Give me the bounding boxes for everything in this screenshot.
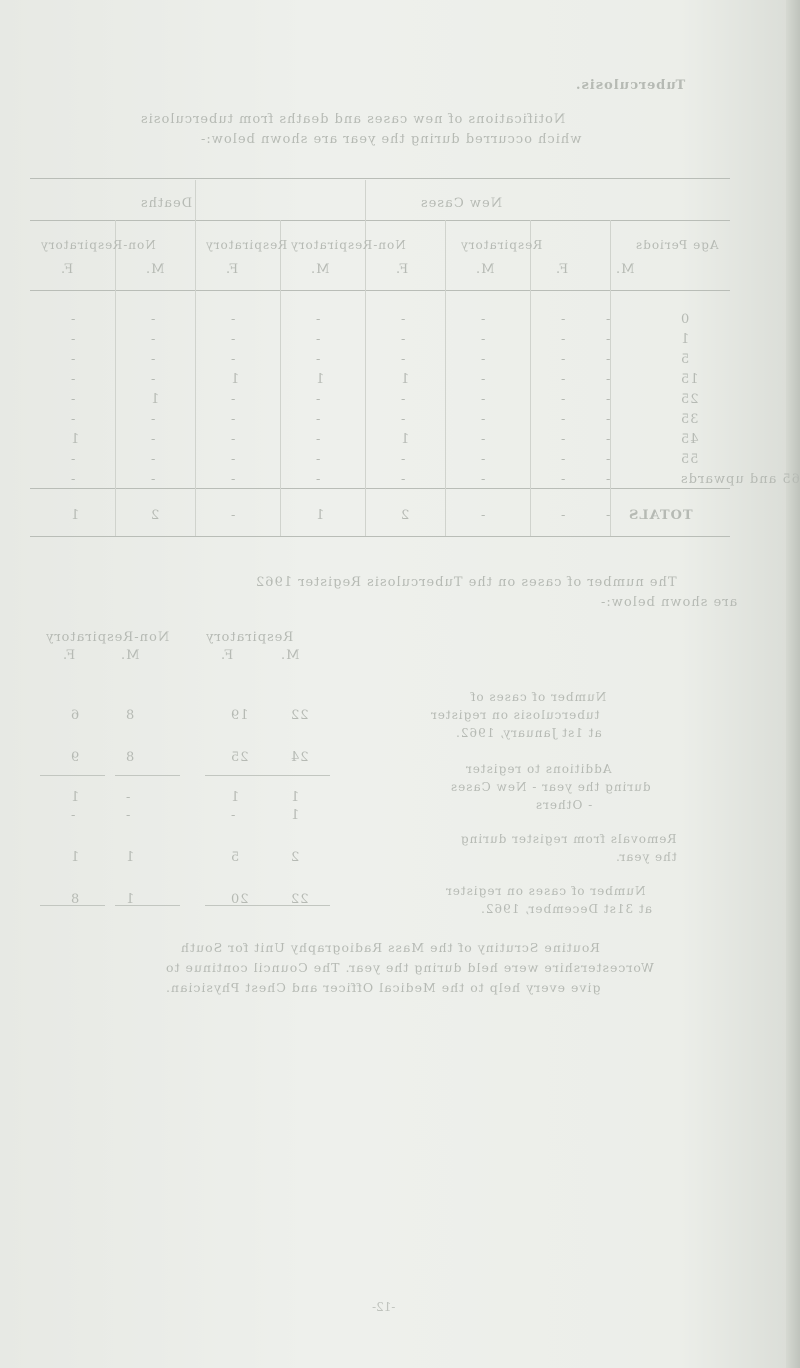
table-cell: - [560, 332, 566, 347]
table-cell: - [150, 472, 156, 487]
header-age: Age Periods [635, 238, 719, 252]
table-cell: - [605, 372, 611, 387]
table-cell: - [70, 412, 76, 427]
final-rule [115, 905, 180, 906]
register-value: 24 [290, 750, 309, 765]
register-label-3b: the year. [615, 850, 677, 864]
table-cell: - [560, 452, 566, 467]
table-cell: - [70, 312, 76, 327]
table-cell: - [400, 312, 406, 327]
col-divider [195, 180, 196, 536]
sub-m: M. [310, 262, 330, 277]
register-sub: F. [62, 648, 76, 663]
closing-line-2: Worcestershire were held during the year. The Council continue to [165, 960, 654, 975]
table-cell: - [230, 392, 236, 407]
table-cell: - [150, 372, 156, 387]
register-value: 1 [125, 892, 135, 907]
register-header-nonresp: Non-Respiratory [45, 630, 170, 645]
table-subheader-rule [30, 290, 730, 291]
totals-cell: 2 [150, 508, 160, 523]
table-cell: - [70, 332, 76, 347]
register-value: 8 [125, 708, 135, 723]
table-cell: - [315, 432, 321, 447]
age-period-label: 15 [680, 372, 699, 387]
register-value: - [70, 808, 76, 823]
sub-f: F. [225, 262, 239, 277]
table-cell: - [230, 352, 236, 367]
table-cell: - [605, 472, 611, 487]
table-cell: - [605, 432, 611, 447]
table-cell: - [480, 452, 486, 467]
table-cell: - [480, 352, 486, 367]
age-period-label: 35 [680, 412, 699, 427]
table-cell: - [480, 412, 486, 427]
register-value: 2 [290, 850, 300, 865]
table-cell: - [400, 452, 406, 467]
col-divider [280, 220, 281, 536]
register-sub: M. [280, 648, 300, 663]
col-divider [530, 220, 531, 536]
closing-line-1: Routine Scrutiny of the Mass Radiography Unit for South [180, 940, 600, 955]
age-period-label: 65 and upwards [680, 472, 800, 487]
sub-f: F. [555, 262, 569, 277]
sub-m: M. [615, 262, 635, 277]
register-value: 9 [70, 750, 80, 765]
table-cell: - [480, 372, 486, 387]
header-deaths: Deaths [140, 196, 193, 211]
register-label-1c: at 1st January, 1962. [455, 726, 602, 740]
col-divider [445, 220, 446, 536]
table-cell: - [400, 472, 406, 487]
register-value: - [125, 790, 131, 805]
register-value: 19 [230, 708, 249, 723]
header-newcases-nonresp: Non-Respiratory [290, 238, 406, 252]
final-rule [205, 905, 270, 906]
register-value: 5 [230, 850, 240, 865]
register-label-2c: - Others [535, 798, 593, 812]
register-line-2: are shown below:- [600, 595, 738, 610]
table-cell: - [560, 312, 566, 327]
totals-cell: - [560, 508, 566, 523]
age-period-label: 25 [680, 392, 699, 407]
table-cell: 1 [315, 372, 325, 387]
register-value: 6 [70, 708, 80, 723]
table-cell: - [150, 452, 156, 467]
register-header-resp: Respiratory [205, 630, 294, 645]
register-label-2b: during the year - New Cases [450, 780, 651, 794]
col-divider [365, 180, 366, 536]
table-cell: - [70, 352, 76, 367]
sum-rule [205, 775, 270, 776]
register-value: 1 [125, 850, 135, 865]
age-period-label: 5 [680, 352, 690, 367]
age-period-label: 45 [680, 432, 699, 447]
table-cell: - [480, 432, 486, 447]
table-cell: - [605, 352, 611, 367]
sum-rule [115, 775, 180, 776]
table-cell: - [560, 432, 566, 447]
register-value: 8 [125, 750, 135, 765]
table-cell: - [150, 432, 156, 447]
closing-line-3: give every help to the Medical Officer and Chest Physician. [165, 980, 601, 995]
table-cell: - [150, 332, 156, 347]
table-cell: 1 [150, 392, 160, 407]
age-period-label: 55 [680, 452, 699, 467]
table-cell: 1 [400, 372, 410, 387]
age-period-label: 1 [680, 332, 690, 347]
table-cell: - [315, 412, 321, 427]
table-cell: - [70, 472, 76, 487]
table-cell: - [480, 332, 486, 347]
totals-label: TOTALS [628, 508, 693, 523]
table-cell: - [315, 312, 321, 327]
table-cell: - [150, 352, 156, 367]
table-cell: - [230, 472, 236, 487]
register-label-4a: Number of cases on register [445, 884, 646, 898]
table-cell: - [605, 312, 611, 327]
table-cell: - [480, 472, 486, 487]
sum-rule [40, 775, 105, 776]
register-value: 1 [70, 850, 80, 865]
totals-cell: - [605, 508, 611, 523]
table-cell: - [605, 452, 611, 467]
col-divider [115, 220, 116, 536]
sub-f: F. [60, 262, 74, 277]
table-cell: - [230, 432, 236, 447]
final-rule [265, 905, 330, 906]
register-value: - [230, 808, 236, 823]
register-label-1a: Number of cases of [470, 690, 607, 704]
table-cell: - [605, 412, 611, 427]
totals-cell: - [230, 508, 236, 523]
sub-m: M. [145, 262, 165, 277]
register-value: 1 [230, 790, 240, 805]
section-title: Tuberculosis. [575, 78, 686, 93]
table-cell: - [400, 352, 406, 367]
table-cell: - [150, 412, 156, 427]
table-cell: - [560, 412, 566, 427]
table-cell: - [70, 392, 76, 407]
table-bottom-rule [30, 536, 730, 537]
header-new-cases: New Cases [420, 196, 503, 211]
register-value: 1 [290, 790, 300, 805]
table-cell: - [315, 352, 321, 367]
table-cell: 1 [230, 372, 240, 387]
table-cell: - [560, 372, 566, 387]
page-number: -12- [372, 1300, 396, 1314]
table-top-rule [30, 178, 730, 179]
table-cell: - [70, 372, 76, 387]
table-cell: - [480, 312, 486, 327]
table-cell: - [605, 392, 611, 407]
register-value: 22 [290, 892, 309, 907]
table-cell: 1 [70, 432, 80, 447]
table-cell: - [70, 452, 76, 467]
table-cell: - [560, 352, 566, 367]
table-header-rule [30, 220, 730, 221]
page-edge [786, 0, 800, 1368]
register-value: 25 [230, 750, 249, 765]
table-cell: - [315, 452, 321, 467]
table-cell: 1 [400, 432, 410, 447]
register-sub: M. [120, 648, 140, 663]
register-label-2a: Additions to register [465, 762, 612, 776]
register-value: 22 [290, 708, 309, 723]
table-cell: - [150, 312, 156, 327]
totals-cell: - [480, 508, 486, 523]
table-cell: - [230, 332, 236, 347]
table-cell: - [480, 392, 486, 407]
totals-cell: 2 [400, 508, 410, 523]
register-label-4b: at 31st December, 1962. [480, 902, 652, 916]
table-cell: - [315, 472, 321, 487]
table-cell: - [400, 392, 406, 407]
table-cell: - [230, 452, 236, 467]
sub-m: M. [475, 262, 495, 277]
final-rule [40, 905, 105, 906]
age-period-label: 0 [680, 312, 690, 327]
register-line-1: The number of cases on the Tuberculosis Register 1962 [255, 575, 677, 590]
table-body-rule [30, 488, 730, 489]
register-label-3a: Removals from register during [460, 832, 677, 846]
register-sub: F. [220, 648, 234, 663]
register-value: - [125, 808, 131, 823]
table-cell: - [315, 392, 321, 407]
header-deaths-resp: Respiratory [205, 238, 288, 252]
register-value: 1 [70, 790, 80, 805]
table-cell: - [400, 412, 406, 427]
intro-line-2: which occurred during the year are shown below:- [200, 132, 582, 147]
table-cell: - [315, 332, 321, 347]
sum-rule [265, 775, 330, 776]
table-cell: - [230, 412, 236, 427]
register-value: 8 [70, 892, 80, 907]
header-newcases-resp: Respiratory [460, 238, 543, 252]
register-value: 1 [290, 808, 300, 823]
table-cell: - [560, 472, 566, 487]
totals-cell: 1 [315, 508, 325, 523]
intro-line-1: Notifications of new cases and deaths from tuberculosis [140, 112, 566, 127]
register-value: 20 [230, 892, 249, 907]
totals-cell: 1 [70, 508, 80, 523]
table-cell: - [560, 392, 566, 407]
register-label-1b: tuberculosis on register [430, 708, 600, 722]
header-deaths-nonresp: Non-Respiratory [40, 238, 156, 252]
table-cell: - [230, 312, 236, 327]
table-cell: - [605, 332, 611, 347]
sub-f: F. [395, 262, 409, 277]
table-cell: - [400, 332, 406, 347]
